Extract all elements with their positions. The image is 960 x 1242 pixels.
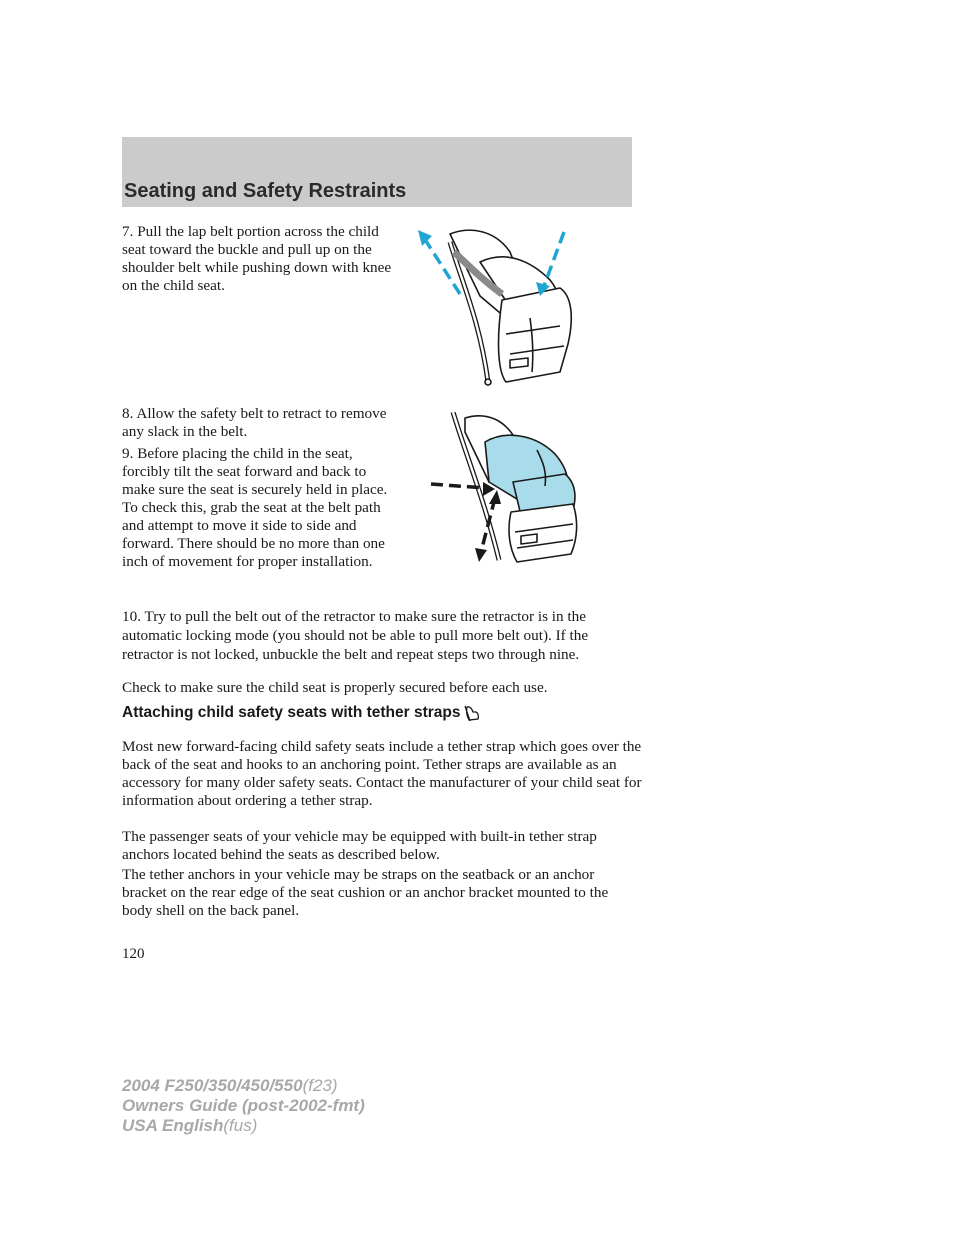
check-secured-text: Check to make sure the child seat is properly secured before each use.	[122, 679, 548, 696]
footer-language-code: (fus)	[223, 1116, 258, 1135]
child-seat-icon	[462, 704, 482, 724]
footer-model: 2004 F250/350/450/550	[122, 1076, 303, 1095]
tether-paragraph-2: The passenger seats of your vehicle may be equipped with built-in tether strap anchors located behind the seats as described below.	[122, 828, 597, 863]
tether-paragraph-1: Most new forward-facing child safety seats include a tether strap which goes over the back of the seat and hooks to an anchoring point. Tether straps are available as an accessory for many older safety seats. Contact the manufacturer of your child seat for information about ordering a tether strap.	[122, 738, 642, 809]
step-9-text: 9. Before placing the child in the seat, forcibly tilt the seat forward and back to make sure the seat is securely held in place. To check this, grab the seat at the belt path and attempt to move it side to side and forward. There should be no more than one inch of movement for proper installation.	[122, 445, 388, 570]
document-footer	[122, 1076, 365, 1136]
step-8-text: 8. Allow the safety belt to retract to remove any slack in the belt.	[122, 405, 387, 440]
child-seat-movement-check-illustration	[425, 412, 595, 570]
tether-heading	[122, 704, 482, 724]
step-7-text: 7. Pull the lap belt portion across the child seat toward the buckle and pull up on the shoulder belt while pushing down with knee on the child seat.	[122, 223, 392, 294]
tether-heading-text: Attaching child safety seats with tether straps	[122, 704, 461, 721]
section-title: Seating and Safety Restraints	[124, 180, 407, 202]
page-number: 120	[122, 946, 145, 962]
step-10-text: 10. Try to pull the belt out of the retractor to make sure the retractor is in the automatic locking mode (you should not be able to pull more belt out). If the retractor is not locked, unbuckle the belt and repeat steps two through nine.	[122, 608, 589, 663]
child-seat-belt-pull-illustration	[410, 222, 590, 390]
footer-model-code: (f23)	[302, 1076, 338, 1095]
footer-guide: Owners Guide (post-2002-fmt)	[122, 1096, 365, 1115]
tether-paragraph-3: The tether anchors in your vehicle may be straps on the seatback or an anchor bracket on the rear edge of the seat cushion or an anchor bracket mounted to the body shell on the back panel.	[122, 866, 609, 919]
footer-language: USA English	[122, 1116, 224, 1135]
